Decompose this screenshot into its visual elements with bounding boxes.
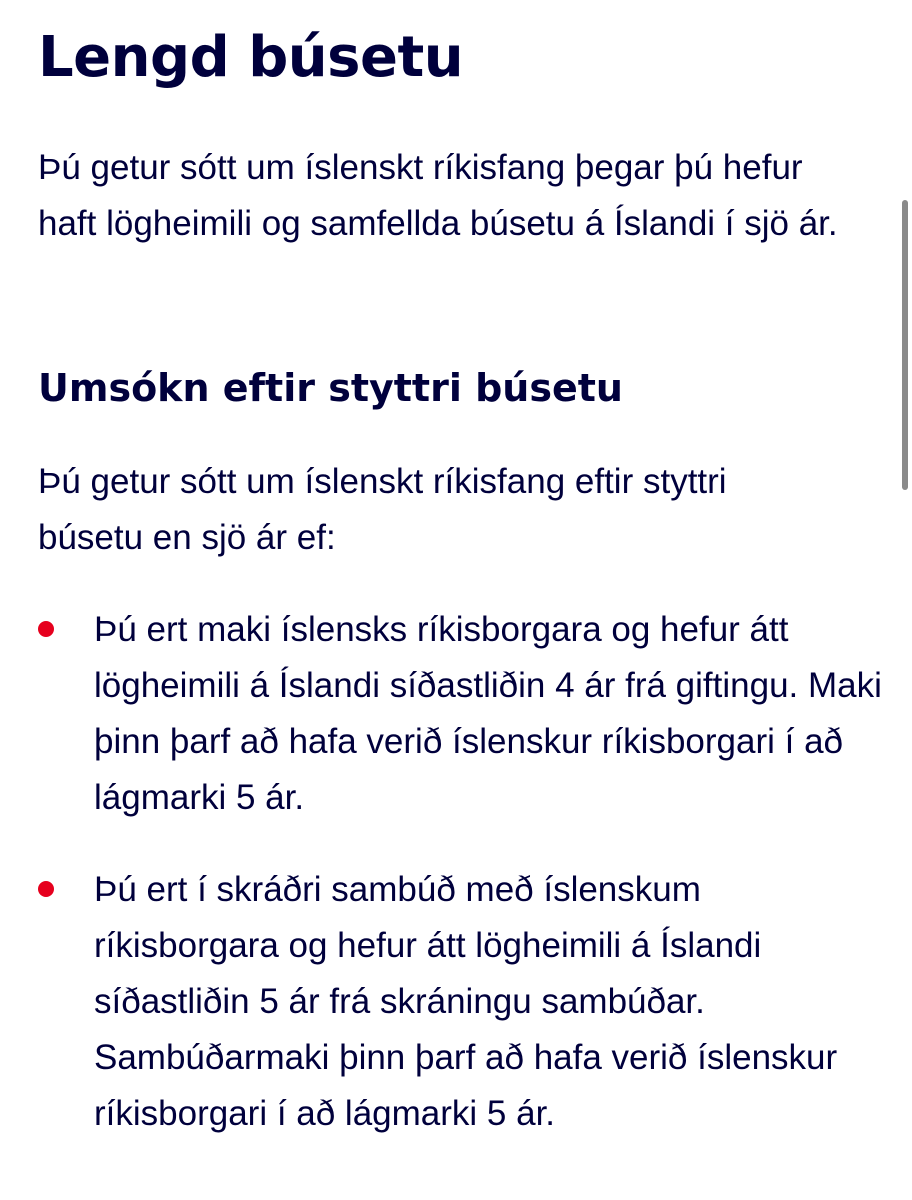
- article-content: [38, 22, 882, 1178]
- bullet-dot-icon: [38, 621, 54, 637]
- list-item-text: Þú ert maki íslensks ríkisborgara og hefur átt lögheimili á Íslandi síðastliðin 4 ár frá giftingu. Maki þinn þarf að hafa verið íslenskur ríkisborgari í að lágmarki 5 ár.: [94, 610, 882, 817]
- list-item-text: Þú ert í skráðri sambúð með íslenskum ríkisborgara og hefur átt lögheimili á Íslandi síðastliðin 5 ár frá skráningu sambúðar. Sambúðarmaki þinn þarf að hafa verið íslenskur ríkisborgari í að lágmarki 5 ár.: [94, 870, 838, 1133]
- section-heading: Umsókn eftir styttri búsetu: [38, 366, 623, 410]
- bullet-dot-icon: [38, 881, 54, 897]
- section-lead-paragraph: Þú getur sótt um íslenskt ríkisfang eftir styttri búsetu en sjö ár ef:: [38, 462, 727, 557]
- conditions-list: [38, 602, 882, 1142]
- intro-paragraph: Þú getur sótt um íslenskt ríkisfang þegar þú hefur haft lögheimili og samfellda búsetu á Íslandi í sjö ár.: [38, 148, 838, 243]
- list-item: [38, 602, 894, 826]
- list-item: [38, 862, 894, 1142]
- vertical-scrollbar[interactable]: [902, 200, 908, 490]
- page-title: Lengd búsetu: [38, 25, 464, 90]
